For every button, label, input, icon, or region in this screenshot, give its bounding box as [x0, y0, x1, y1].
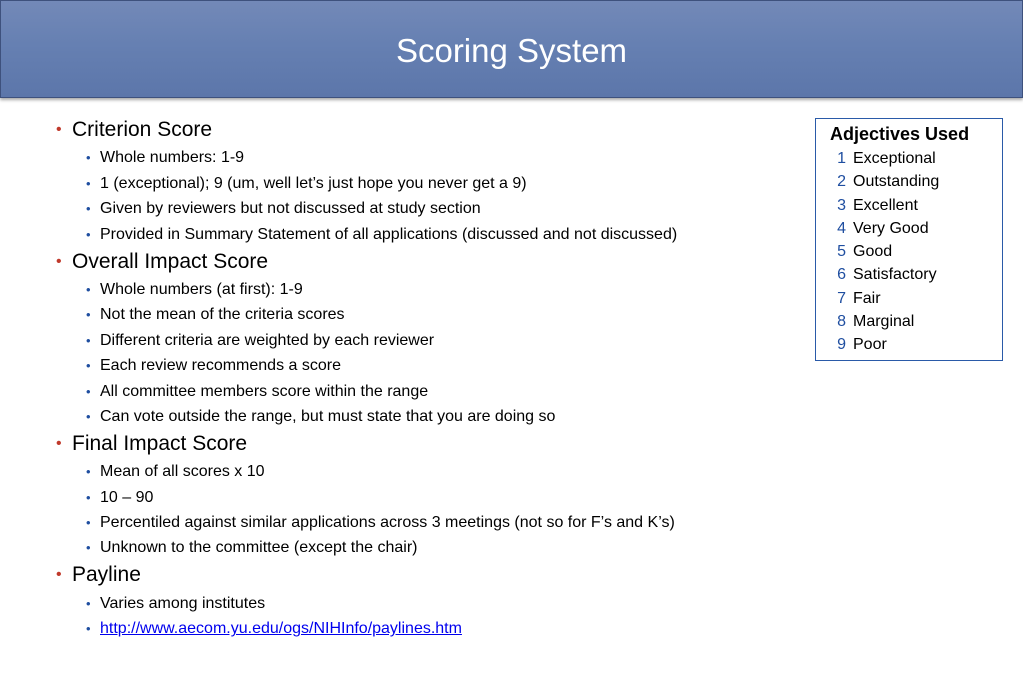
- adjective-label: Very Good: [853, 219, 929, 237]
- bullet-icon: •: [86, 464, 91, 480]
- list-item-text: Varies among institutes: [100, 594, 266, 612]
- list-item: [56, 148, 806, 168]
- list-item: [56, 280, 806, 300]
- list-item-text: Different criteria are weighted by each reviewer: [100, 331, 435, 349]
- adjective-row: [816, 194, 1002, 217]
- bullet-icon: •: [86, 383, 91, 399]
- list-item-text: Can vote outside the range, but must state that you are doing so: [100, 407, 556, 425]
- adjectives-title: Adjectives Used: [830, 124, 970, 144]
- adjective-row: [816, 333, 1002, 356]
- list-item: [56, 513, 806, 533]
- bullet-icon: •: [86, 226, 91, 242]
- list-item-text: Whole numbers (at first): 1-9: [100, 280, 303, 298]
- list-item-text: 1 (exceptional); 9 (um, well let’s just hope you never get a 9): [100, 174, 527, 192]
- bullet-icon: •: [56, 566, 62, 584]
- list-item: [56, 199, 806, 219]
- adjective-number: 1: [837, 150, 846, 167]
- adjective-label: Poor: [853, 336, 887, 354]
- adjective-number: 9: [837, 336, 846, 354]
- adjective-label: Exceptional: [853, 150, 936, 167]
- adjective-number: 3: [837, 196, 846, 214]
- title-bar: [0, 0, 1023, 98]
- adjective-label: Good: [853, 243, 893, 261]
- adjective-row: [816, 263, 1002, 286]
- list-item: [56, 407, 806, 427]
- bullet-icon: •: [56, 434, 62, 452]
- list-item: [56, 356, 806, 376]
- list-item-text: Each review recommends a score: [100, 357, 341, 375]
- list-item-text: Unknown to the committee (except the chair): [100, 539, 418, 557]
- list-item-text: Mean of all scores x 10: [100, 463, 265, 481]
- bullet-icon: •: [86, 489, 91, 505]
- bullet-icon: •: [86, 281, 91, 297]
- section-heading-text: Criterion Score: [72, 118, 213, 141]
- list-item: [56, 305, 806, 325]
- section-heading: [56, 562, 806, 588]
- adjective-number: 8: [837, 313, 846, 331]
- list-item: [56, 594, 806, 614]
- bullet-icon: •: [86, 540, 91, 556]
- list-item: [56, 174, 806, 194]
- list-item: [56, 382, 806, 402]
- bullet-icon: •: [86, 175, 91, 191]
- adjective-label: Outstanding: [853, 173, 940, 191]
- bullet-icon: •: [56, 121, 62, 138]
- list-item: [56, 225, 806, 245]
- adjective-label: Fair: [853, 289, 881, 307]
- section-heading-text: Final Impact Score: [72, 431, 248, 455]
- list-item-text: Percentiled against similar applications across 3 meetings (not so for F’s and K’s): [100, 514, 675, 532]
- list-item-text: Not the mean of the criteria scores: [100, 306, 345, 324]
- bullet-icon: •: [86, 515, 91, 531]
- adjective-label: Satisfactory: [853, 266, 937, 284]
- adjective-number: 4: [837, 219, 846, 237]
- list-item-text: 10 – 90: [100, 488, 154, 506]
- list-item: [56, 462, 806, 482]
- adjective-row: [816, 147, 1002, 170]
- slide-title: Scoring System: [395, 32, 628, 69]
- adjective-row: [816, 310, 1002, 333]
- bullet-icon: •: [86, 358, 91, 374]
- list-item: [56, 619, 806, 639]
- adjectives-list: [816, 147, 1002, 357]
- adjectives-box: [815, 118, 1003, 361]
- adjective-number: 6: [837, 266, 846, 284]
- adjective-row: [816, 240, 1002, 263]
- list-item-text: All committee members score within the range: [100, 382, 429, 400]
- bullet-icon: •: [86, 150, 91, 166]
- adjective-row: [816, 217, 1002, 240]
- bullet-icon: •: [86, 408, 91, 424]
- section-heading: [56, 431, 806, 457]
- adjective-number: 5: [837, 243, 846, 261]
- bullet-icon: •: [86, 307, 91, 323]
- bullet-icon: •: [86, 201, 91, 217]
- list-item-text: Provided in Summary Statement of all applications (discussed and not discussed): [100, 225, 678, 243]
- bullet-icon: •: [86, 595, 91, 611]
- list-item: [56, 488, 806, 508]
- adjective-label: Marginal: [853, 313, 915, 331]
- section-heading-text: Payline: [72, 563, 141, 587]
- section-heading: [56, 249, 806, 275]
- bullet-icon: •: [86, 621, 91, 637]
- section-heading: [56, 117, 806, 143]
- adjective-row: [816, 287, 1002, 310]
- list-item: [56, 538, 806, 558]
- bullet-content: [56, 113, 806, 639]
- list-item-text: Whole numbers: 1-9: [100, 149, 245, 167]
- adjective-number: 7: [837, 289, 846, 307]
- bullet-icon: •: [56, 252, 62, 270]
- paylines-link[interactable]: http://www.aecom.yu.edu/ogs/NIHInfo/paylines.htm: [100, 620, 462, 638]
- adjective-label: Excellent: [853, 196, 918, 214]
- bullet-icon: •: [86, 332, 91, 348]
- section-heading-text: Overall Impact Score: [72, 249, 269, 273]
- list-item: [56, 331, 806, 351]
- list-item-text: Given by reviewers but not discussed at study section: [100, 200, 481, 218]
- adjective-row: [816, 170, 1002, 193]
- adjective-number: 2: [837, 173, 846, 191]
